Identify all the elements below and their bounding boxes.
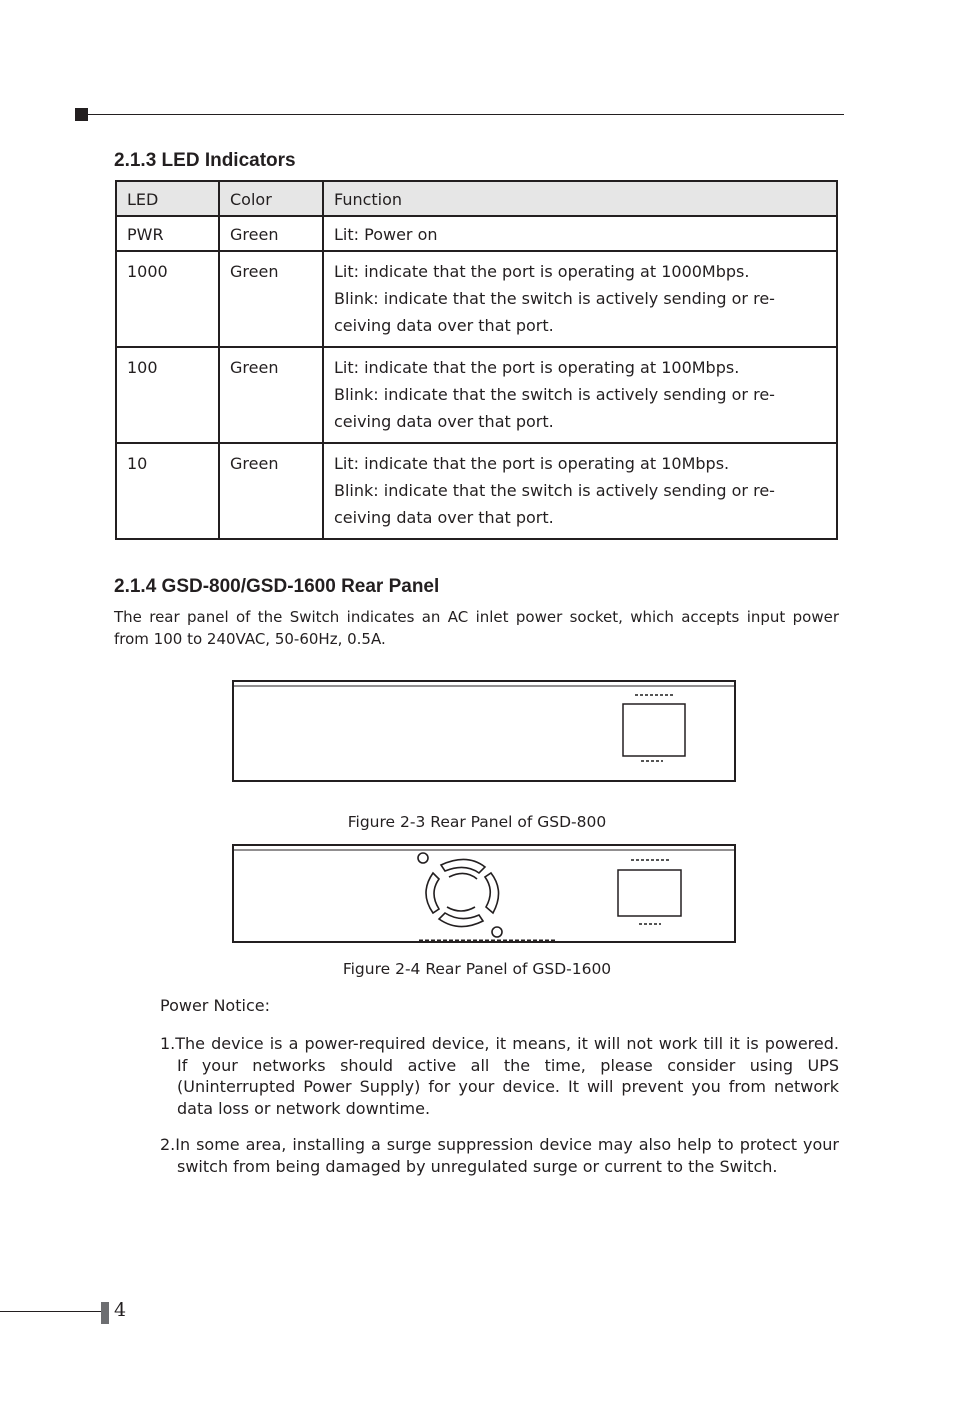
header-rule [88,114,844,115]
function-line: ceiving data over that port. [334,316,554,335]
power-notice-title: Power Notice: [160,996,270,1015]
led-indicator-table [115,180,838,540]
table-row [116,216,837,251]
function-line: Lit: indicate that the port is operating at 1000Mbps. [334,262,750,281]
table-header-row [116,181,837,216]
power-notice-item: 2.In some area, installing a surge suppression device may also help to protect your switch from being damaged by unregulated surge or current to the Switch. [160,1135,839,1176]
gsd-800-rear-panel-figure [229,677,739,785]
ac-inlet-socket [623,704,685,756]
header-led: LED [116,181,219,216]
header-square-marker [75,108,88,121]
figure-2-3-caption: Figure 2-3 Rear Panel of GSD-800 [347,813,607,831]
figure-2-4-caption: Figure 2-4 Rear Panel of GSD-1600 [342,960,612,978]
cell-led: 1000 [116,251,219,347]
cell-function [323,216,837,251]
table-row [116,443,837,539]
header-function: Function [323,181,837,216]
cell-color: Green [219,216,323,251]
cell-function [323,251,837,347]
header-color: Color [219,181,323,216]
footer-marker-bar [101,1302,109,1324]
function-line: Lit: Power on [334,225,438,244]
cell-led: PWR [116,216,219,251]
footer-rule [0,1311,101,1312]
rear-panel-heading: 2.1.4 GSD-800/GSD-1600 Rear Panel [114,576,440,597]
function-line: ceiving data over that port. [334,508,554,527]
function-line: ceiving data over that port. [334,412,554,431]
led-section-heading: 2.1.3 LED Indicators [114,150,296,171]
page-number: 4 [114,1299,127,1321]
ac-inlet-socket [618,870,681,916]
cell-led: 10 [116,443,219,539]
cell-function [323,443,837,539]
table-row [116,251,837,347]
gsd-1600-rear-panel-figure [229,841,739,947]
cell-color: Green [219,251,323,347]
rear-panel-intro: The rear panel of the Switch indicates an AC inlet power socket, which accepts input power from 100 to 240VAC, 50-60Hz, 0.5A. [114,608,839,648]
cell-led: 100 [116,347,219,443]
table-row [116,347,837,443]
function-line: Blink: indicate that the switch is actively sending or re- [334,289,775,308]
cell-color: Green [219,347,323,443]
function-line: Blink: indicate that the switch is actively sending or re- [334,385,775,404]
cell-function [323,347,837,443]
function-line: Lit: indicate that the port is operating at 100Mbps. [334,358,740,377]
cell-color: Green [219,443,323,539]
function-line: Lit: indicate that the port is operating at 10Mbps. [334,454,730,473]
function-line: Blink: indicate that the switch is actively sending or re- [334,481,775,500]
power-notice-item: 1.The device is a power-required device, it means, it will not work till it is powered. If your networks should active all the time, please consider using UPS (Uninterrupted Power Supply) for your device. It will prevent you from network data loss or network downtime. [160,1034,839,1118]
